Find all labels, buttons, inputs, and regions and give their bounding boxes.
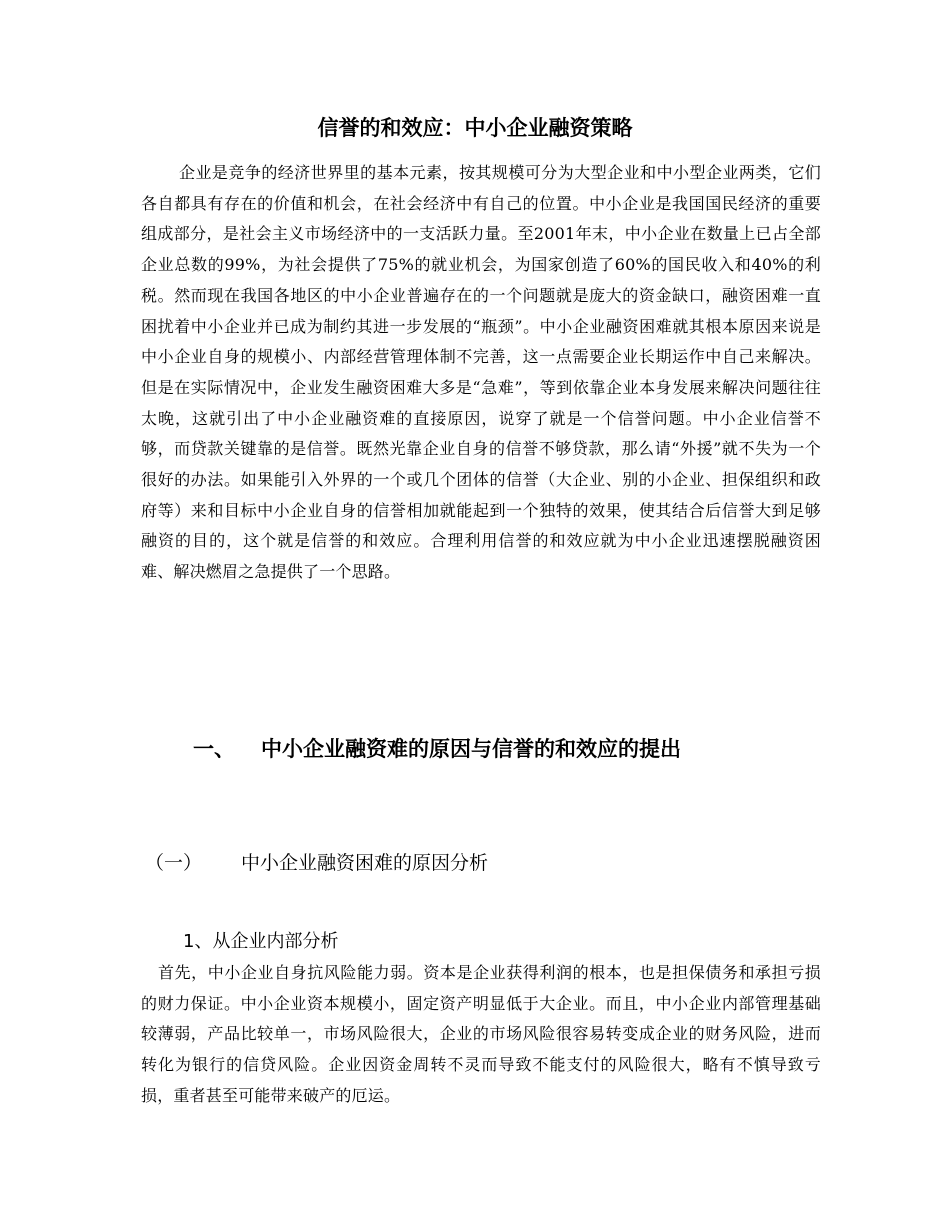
section-title: 中小企业融资难的原因与信誉的和效应的提出 <box>261 737 681 761</box>
subsection-number: （一） <box>145 852 203 874</box>
intro-paragraph: 企业是竞争的经济世界里的基本元素，按其规模可分为大型企业和中小型企业两类，它们各自都具有存在的价值和机会，在社会经济中有自己的位置。中小企业是我国国民经济的重要组成部分，是社会主义市场经济中的一支活跃力量。至2001年末，中小企业在数量上已占全部企业总数的99%，为社会提供了75%的就业机会，为国家创造了60%的国民收入和40%的利税。然而现在我国各地区的中小企业普遍存在的一个问题就是庞大的资金缺口，融资困难一直困扰着中小企业并已成为制约其进一步发展的“瓶颈”。中小企业融资困难就其根本原因来说是中小企业自身的规模小、内部经营管理体制不完善，这一点需要企业长期运作中自己来解决。但是在实际情况中，企业发生融资困难大多是“急难”，等到依靠企业本身发展来解决问题往往太晚，这就引出了中小企业融资难的直接原因，说穿了就是一个信誉问题。中小企业信誉不够，而贷款关键靠的是信誉。既然光靠企业自身的信誉不够贷款，那么请“外援”就不失为一个很好的办法。如果能引入外界的一个或几个团体的信誉（大企业、别的小企业、担保组织和政府等）来和目标中小企业自身的信誉相加就能起到一个独特的效果，使其结合后信誉大到足够融资的目的，这个就是信誉的和效应。合理利用信誉的和效应就为中小企业迅速摆脱融资困难、解决燃眉之急提供了一个思路。 <box>141 163 821 582</box>
item-paragraph-1: 首先，中小企业自身抗风险能力弱。资本是企业获得利润的根本，也是担保债务和承担亏损的财力保证。中小企业资本规模小，固定资产明显低于大企业。而且，中小企业内部管理基础较薄弱，产品比较单一，市场风险很大，企业的市场风险很容易转变成企业的财务风险，进而转化为银行的信贷风险。企业因资金周转不灵而导致不能支付的风险很大，略有不慎导致亏损，重者甚至可能带来破产的厄运。 <box>141 963 821 1105</box>
document-title: 信誉的和效应：中小企业融资策略 <box>317 116 633 140</box>
item-heading-1: 1、从企业内部分析 <box>183 931 339 952</box>
section-number: 一、 <box>193 737 235 761</box>
subsection-heading-1 <box>145 848 488 878</box>
section-heading-1 <box>193 732 681 766</box>
subsection-title: 中小企业融资困难的原因分析 <box>241 852 489 874</box>
